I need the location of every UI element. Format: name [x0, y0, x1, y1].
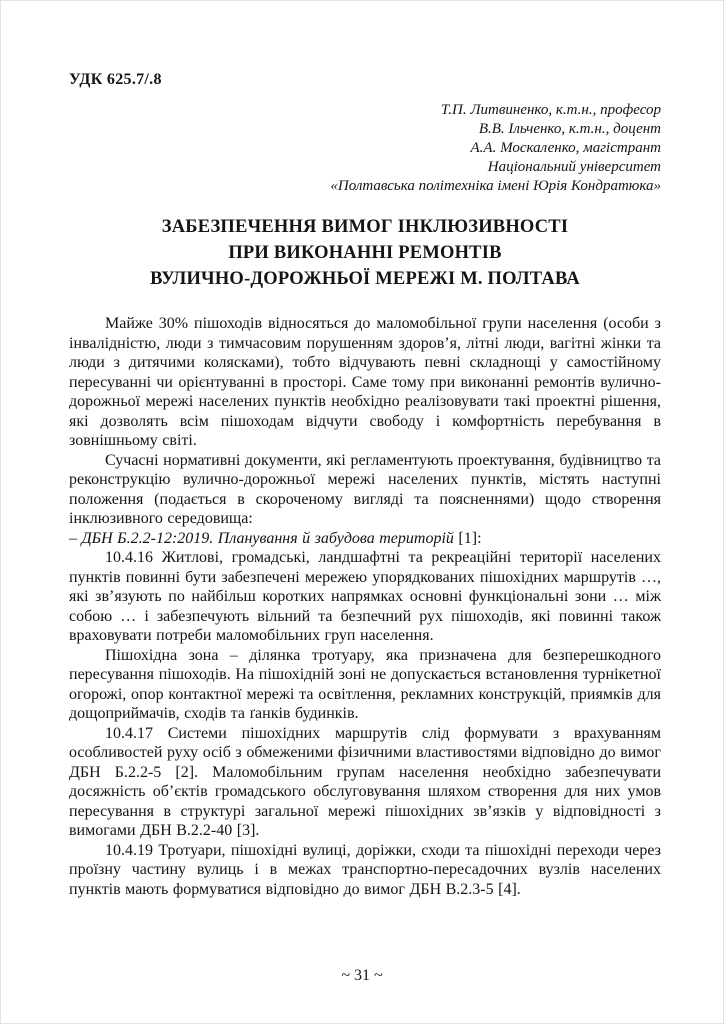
udc-code: УДК 625.7/.8 — [69, 71, 162, 88]
affiliation-line: Національний університет — [487, 159, 661, 175]
paper-title — [69, 214, 661, 292]
author-line: А.А. Москаленко, магістрант — [470, 140, 661, 156]
dbn-reference-number: [1]: — [453, 529, 482, 547]
body-paragraph: 10.4.16 Житлові, громадські, ландшафтні та рекреаційні території населених пунктів повинні бути забезпечені мережею упорядкованих пішохідних маршрутів …, які зв’язують по найбільш коротких напрямках основні функціональні зони … між собою … і забезпечують вільний та безпечний рух пішоходів, які повинні також враховувати потреби маломобільних груп населення. — [69, 549, 661, 644]
paper-title-line: ВУЛИЧНО-ДОРОЖНЬОЇ МЕРЕЖІ М. ПОЛТАВА — [150, 269, 580, 289]
dbn-reference-title: – ДБН Б.2.2-12:2019. Планування й забудова територій — [69, 529, 454, 547]
body-paragraph: Сучасні нормативні документи, які регламентують проектування, будівництво та реконструкцію вулично-дорожньої мережі населених пунктів, містять наступні положення (подається в скороченому вигляді та поясненнями) щодо створення інклюзивного середовища: — [69, 451, 661, 527]
affiliation-line: «Полтавська політехніка імені Юрія Кондратюка» — [330, 178, 661, 194]
body-paragraph: 10.4.17 Системи пішохідних маршрутів слід формувати з врахуванням особливостей руху осіб з обмеженими фізичними властивостями відповідно до вимог ДБН Б.2.2-5 [2]. Маломобільним групам населення необхідно забезпечувати досяжність об’єктів громадського обслуговування шляхом створення для них умов пересування в структурі загальної мережі пішохідних зв’язків у відповідності з вимогами ДБН В.2.2-40 [3]. — [69, 724, 661, 839]
paper-title-line: ПРИ ВИКОНАННІ РЕМОНТІВ — [228, 243, 502, 263]
author-block — [69, 101, 661, 196]
paper-title-line: ЗАБЕЗПЕЧЕННЯ ВИМОГ ІНКЛЮЗИВНОСТІ — [161, 217, 569, 237]
author-line: В.В. Ільченко, к.т.н., доцент — [478, 121, 661, 137]
body-paragraph: Пішохідна зона – ділянка тротуару, яка призначена для безперешкодного пересування пішоходів. На пішохідній зоні не допускається встановлення турнікетної огорожі, опор контактної мережі та освітлення, рекламних конструкцій, приямків для дощоприймачів, сходів та ґанків будинків. — [69, 646, 661, 722]
page-number: ~ 31 ~ — [341, 967, 383, 984]
body-paragraph: Майже 30% пішоходів відносяться до маломобільної групи населення (особи з інвалідністю, люди з тимчасовим порушенням здоров’я, літні люди, вагітні жінки та люди з дитячими колясками), тобто відчувають певні складнощі у самостійному пересуванні чи орієнтуванні в просторі. Саме тому при виконанні ремонтів вулично-дорожньої мережі населених пунктів необхідно реалізовувати такі проектні рішення, які дозволять всім пішоходам відчути свободу і комфортність перебування в зовнішньому світі. — [69, 315, 661, 449]
body-paragraph: 10.4.19 Тротуари, пішохідні вулиці, доріжки, сходи та пішохідні переходи через проїзну частину вулиць і в межах транспортно-пересадочних вузлів населених пунктів мають формуватися відповідно до вимог ДБН В.2.3-5 [4]. — [69, 841, 661, 898]
author-line: Т.П. Литвиненко, к.т.н., професор — [440, 102, 661, 118]
dbn-reference-line — [69, 529, 661, 549]
